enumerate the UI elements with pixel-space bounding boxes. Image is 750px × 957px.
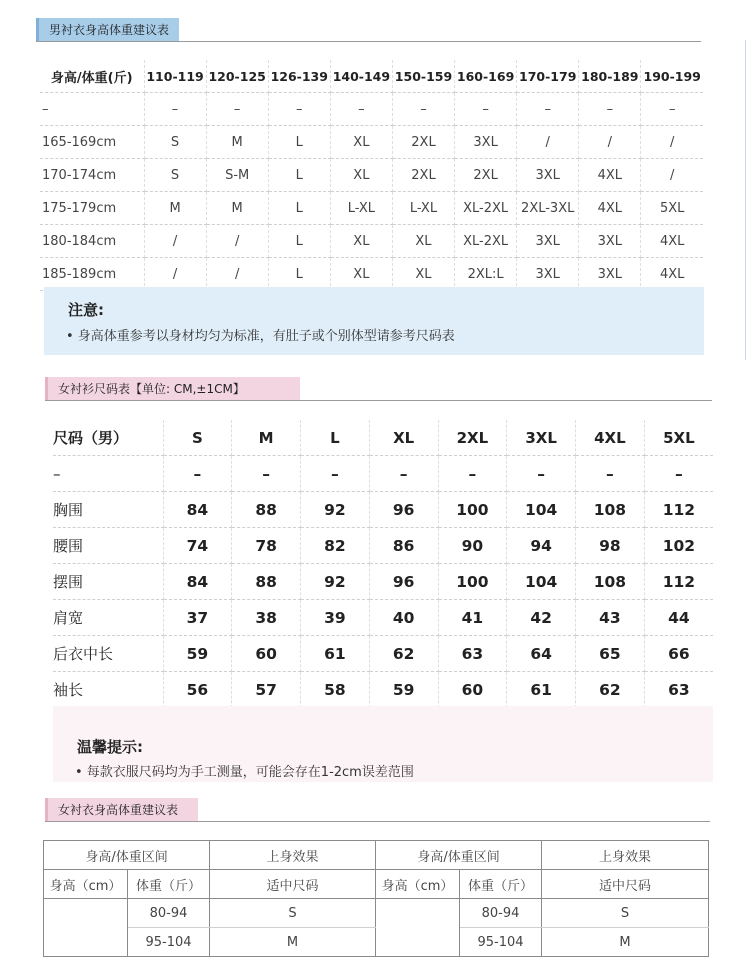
table-cell: – [206, 93, 268, 126]
fit-label: 适中尺码 [542, 870, 709, 899]
table-cell: 3XL [517, 225, 579, 258]
table-cell: XL [330, 126, 392, 159]
table-cell: 39 [301, 600, 370, 636]
table-row [44, 899, 709, 928]
table-cell: 78 [232, 528, 301, 564]
table-cell: S [144, 126, 206, 159]
table-cell: S-M [206, 159, 268, 192]
table-cell: 100 [438, 564, 507, 600]
size-cell: M [210, 928, 376, 957]
weight-cell: 95-104 [128, 928, 210, 957]
table-cell: – [507, 456, 576, 492]
weight-label: 体重（斤） [460, 870, 542, 899]
table-cell: L-XL [392, 192, 454, 225]
table-cell: XL [392, 258, 454, 291]
women-shirt-height-weight-table [43, 840, 709, 957]
table-cell: 60 [232, 636, 301, 672]
table-cell: 112 [644, 492, 713, 528]
table-cell: 56 [163, 672, 232, 708]
table-cell: 92 [301, 492, 370, 528]
column-header: 120-125 [206, 60, 268, 93]
section1-title: 男衬衣身高体重建议表 [36, 18, 179, 42]
table-cell: 92 [301, 564, 370, 600]
table-cell: 102 [644, 528, 713, 564]
range-header: 身高/体重区间 [376, 841, 542, 870]
table-cell: 63 [438, 636, 507, 672]
table-cell: – [517, 93, 579, 126]
row-label: – [53, 456, 163, 492]
row-label: 后衣中长 [53, 636, 163, 672]
table-cell: M [206, 192, 268, 225]
table-cell: 37 [163, 600, 232, 636]
table-header-row [40, 60, 703, 93]
weight-cell: 80-94 [128, 899, 210, 928]
men-shirt-size-table [40, 60, 703, 291]
section3-title: 女衬衣身高体重建议表 [45, 798, 198, 822]
table-row [53, 492, 713, 528]
column-header: L [301, 420, 370, 456]
column-header: 5XL [644, 420, 713, 456]
table-row [53, 600, 713, 636]
column-header: S [163, 420, 232, 456]
table-cell: – [644, 456, 713, 492]
table-cell: – [576, 456, 645, 492]
table-cell: 96 [369, 492, 438, 528]
table-cell: M [144, 192, 206, 225]
table-cell: XL [330, 159, 392, 192]
column-header: 190-199 [641, 60, 703, 93]
table-cell: / [641, 126, 703, 159]
row-label-header: 身高/体重(斤) [40, 60, 144, 93]
table-cell: / [206, 225, 268, 258]
table-row [53, 636, 713, 672]
weight-cell: 80-94 [460, 899, 542, 928]
table-cell: 98 [576, 528, 645, 564]
section2-title: 女衬衫尺码表【单位: CM,±1CM】 [45, 377, 300, 401]
column-header: 110-119 [144, 60, 206, 93]
table-row [53, 528, 713, 564]
table-cell: 2XL-3XL [517, 192, 579, 225]
size-cell: S [542, 899, 709, 928]
weight-label: 体重（斤） [128, 870, 210, 899]
table-row [40, 225, 703, 258]
table-cell: / [206, 258, 268, 291]
row-label-header: 尺码（男） [53, 420, 163, 456]
table-cell: – [369, 456, 438, 492]
table-cell: 59 [163, 636, 232, 672]
column-header: 170-179 [517, 60, 579, 93]
column-header: 180-189 [579, 60, 641, 93]
column-header: 4XL [576, 420, 645, 456]
table-cell: – [163, 456, 232, 492]
height-cell [376, 899, 460, 957]
column-header: XL [369, 420, 438, 456]
column-header: 140-149 [330, 60, 392, 93]
table-cell: 2XL [455, 159, 517, 192]
table-cell: XL-2XL [455, 192, 517, 225]
table-cell: XL [330, 258, 392, 291]
column-header: 150-159 [392, 60, 454, 93]
table-cell: 2XL:L [455, 258, 517, 291]
size-cell: S [210, 899, 376, 928]
table-cell: 3XL [579, 258, 641, 291]
section1-note-box [44, 287, 704, 355]
table-cell: L [268, 159, 330, 192]
table-cell: S [144, 159, 206, 192]
weight-cell: 95-104 [460, 928, 542, 957]
range-header: 身高/体重区间 [44, 841, 210, 870]
table-row [40, 93, 703, 126]
row-label: – [40, 93, 144, 126]
effect-header: 上身效果 [542, 841, 709, 870]
table-cell: 88 [232, 564, 301, 600]
table-cell: 63 [644, 672, 713, 708]
table-cell: L [268, 225, 330, 258]
table-cell: 61 [301, 636, 370, 672]
section1-divider [36, 41, 701, 42]
table-cell: 44 [644, 600, 713, 636]
table-cell: 82 [301, 528, 370, 564]
table-cell: XL [330, 225, 392, 258]
table-row [40, 192, 703, 225]
table-cell: / [144, 258, 206, 291]
table-cell: – [392, 93, 454, 126]
table-cell: 88 [232, 492, 301, 528]
note-text: • 每款衣服尺码均为手工测量，可能会存在1-2cm误差范围 [75, 765, 414, 780]
height-label: 身高（cm） [376, 870, 460, 899]
table-cell: – [641, 93, 703, 126]
table-cell: 90 [438, 528, 507, 564]
table-cell: 94 [507, 528, 576, 564]
table-cell: 65 [576, 636, 645, 672]
table-cell: 3XL [517, 258, 579, 291]
section2-divider [45, 400, 712, 401]
table-cell: 4XL [641, 258, 703, 291]
table-cell: – [579, 93, 641, 126]
table-cell: / [641, 159, 703, 192]
page-edge-line [745, 40, 746, 360]
table-header-row [53, 420, 713, 456]
row-label: 165-169cm [40, 126, 144, 159]
table-cell: 108 [576, 492, 645, 528]
table-cell: L [268, 126, 330, 159]
table-cell: 2XL [392, 159, 454, 192]
column-header: 126-139 [268, 60, 330, 93]
column-header: 3XL [507, 420, 576, 456]
table-cell: 2XL [392, 126, 454, 159]
table-cell: 41 [438, 600, 507, 636]
note-title: 注意: [68, 301, 104, 319]
effect-header: 上身效果 [210, 841, 376, 870]
height-cell [44, 899, 128, 957]
table-row [53, 456, 713, 492]
column-header: 2XL [438, 420, 507, 456]
women-shirt-size-table [53, 420, 713, 708]
table-cell: / [517, 126, 579, 159]
size-cell: M [542, 928, 709, 957]
table-cell: 3XL [579, 225, 641, 258]
table-cell: 86 [369, 528, 438, 564]
row-label: 腰围 [53, 528, 163, 564]
note-text: • 身高体重参考以身材均匀为标准，有肚子或个别体型请参考尺码表 [66, 329, 455, 344]
row-label: 170-174cm [40, 159, 144, 192]
table-cell: 104 [507, 492, 576, 528]
fit-label: 适中尺码 [210, 870, 376, 899]
table-cell: 5XL [641, 192, 703, 225]
table-row [40, 126, 703, 159]
table-cell: 108 [576, 564, 645, 600]
table-cell: 57 [232, 672, 301, 708]
row-label: 175-179cm [40, 192, 144, 225]
table-cell: 40 [369, 600, 438, 636]
table-cell: 66 [644, 636, 713, 672]
table-cell: 43 [576, 600, 645, 636]
table-cell: – [330, 93, 392, 126]
table-row [53, 672, 713, 708]
table-cell: – [268, 93, 330, 126]
row-label: 肩宽 [53, 600, 163, 636]
table-cell: 74 [163, 528, 232, 564]
table-cell: 3XL [455, 126, 517, 159]
table-cell: / [579, 126, 641, 159]
table-cell: 3XL [517, 159, 579, 192]
table-cell: 59 [369, 672, 438, 708]
table-cell: XL [392, 225, 454, 258]
table-cell: 4XL [579, 192, 641, 225]
table-cell: – [144, 93, 206, 126]
table-row [40, 258, 703, 291]
table-cell: 38 [232, 600, 301, 636]
table-row [53, 564, 713, 600]
row-label: 185-189cm [40, 258, 144, 291]
table-cell: – [232, 456, 301, 492]
table-cell: M [206, 126, 268, 159]
table-cell: L-XL [330, 192, 392, 225]
table-cell: 96 [369, 564, 438, 600]
table-cell: 100 [438, 492, 507, 528]
table-cell: – [455, 93, 517, 126]
table-cell: 104 [507, 564, 576, 600]
section2-note-box [53, 706, 713, 782]
row-label: 胸围 [53, 492, 163, 528]
table-cell: 62 [576, 672, 645, 708]
table-cell: 58 [301, 672, 370, 708]
table-cell: 62 [369, 636, 438, 672]
table-cell: 84 [163, 492, 232, 528]
column-header: M [232, 420, 301, 456]
table-cell: XL-2XL [455, 225, 517, 258]
table-cell: 60 [438, 672, 507, 708]
table-cell: / [144, 225, 206, 258]
table-cell: 42 [507, 600, 576, 636]
table-header-row [44, 841, 709, 870]
table-cell: 64 [507, 636, 576, 672]
column-header: 160-169 [455, 60, 517, 93]
table-cell: L [268, 258, 330, 291]
table-cell: 112 [644, 564, 713, 600]
table-cell: – [438, 456, 507, 492]
table-cell: 4XL [579, 159, 641, 192]
table-cell: 4XL [641, 225, 703, 258]
section3-divider [45, 821, 710, 822]
table-cell: 61 [507, 672, 576, 708]
note-title: 温馨提示: [77, 738, 143, 756]
table-row [40, 159, 703, 192]
table-cell: 84 [163, 564, 232, 600]
row-label: 180-184cm [40, 225, 144, 258]
table-subheader-row [44, 870, 709, 899]
table-cell: L [268, 192, 330, 225]
table-cell: – [301, 456, 370, 492]
height-label: 身高（cm） [44, 870, 128, 899]
row-label: 摆围 [53, 564, 163, 600]
row-label: 袖长 [53, 672, 163, 708]
